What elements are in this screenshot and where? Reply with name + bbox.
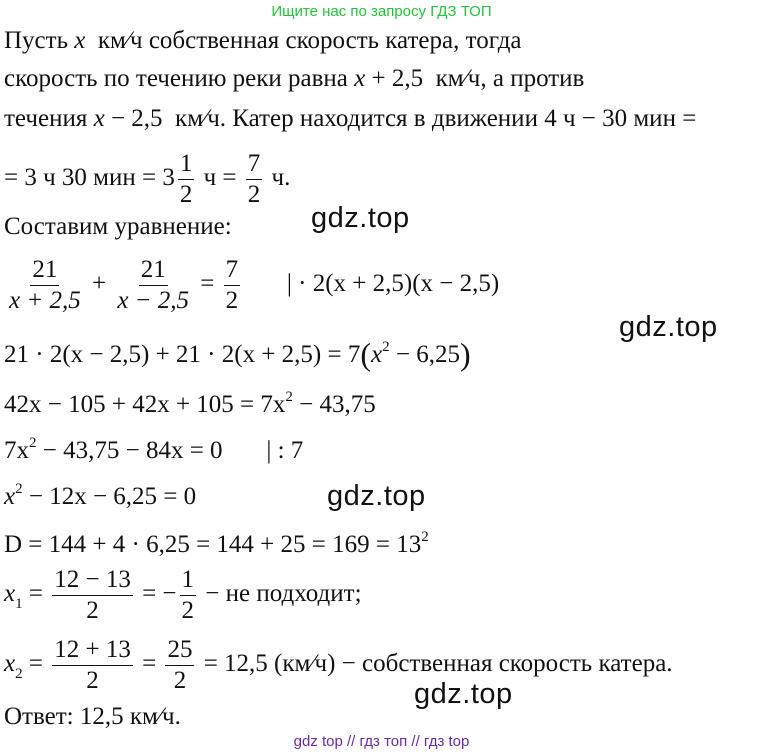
unit: км⁄ч — [129, 703, 175, 730]
text: ч = — [197, 164, 243, 192]
watermark: gdz.top — [327, 480, 426, 512]
text: = − — [135, 580, 177, 608]
text: Пусть — [4, 27, 75, 54]
line-2 — [4, 64, 584, 94]
fraction: $\frac{12 + 13}{2}$ — [54, 636, 131, 694]
line-7: $21 \cdot 2(x - 2,5) + 21 \cdot 2(x + 2,5) = 7(x^2 - 6,25)$ — [4, 336, 471, 372]
text: 42x − 105 + 42x + 105 = 7x — [4, 391, 286, 418]
subscript: 1 — [15, 596, 23, 613]
text: − 12x − 6,25 = 0 — [22, 483, 197, 510]
text: течения — [4, 105, 94, 132]
unit: км⁄ч — [435, 65, 481, 92]
text: − не подходит; — [199, 580, 362, 608]
text: , а против — [480, 65, 585, 92]
var: x — [4, 483, 16, 510]
exponent: 2 — [15, 481, 23, 497]
var: x — [371, 341, 383, 368]
exponent: 2 — [285, 389, 293, 405]
text: + — [85, 270, 113, 298]
text: = — [22, 580, 50, 608]
text: = — [135, 650, 163, 678]
text: . Катер находится в движении 4 ч − 30 мин = — [219, 105, 697, 132]
line-1 — [4, 26, 522, 56]
unit: км⁄ч — [97, 27, 143, 54]
text: − 2,5 — [104, 105, 169, 132]
var: x — [4, 580, 16, 608]
text: + 2,5 — [365, 65, 430, 92]
line-4 — [4, 150, 290, 209]
var: x — [74, 27, 86, 54]
line-8 — [4, 382, 376, 420]
fraction: $\frac{7}{2}$ — [247, 150, 261, 208]
answer: Ответ: 12,5 — [4, 703, 130, 730]
line-x2 — [4, 636, 673, 695]
bottom-banner: gdz top // гдз топ // гдз top — [293, 733, 470, 750]
exponent: 2 — [29, 435, 37, 451]
fraction: $\frac{7}{2}$ — [225, 256, 239, 314]
var: x — [354, 65, 366, 92]
text: = — [22, 650, 50, 678]
text: = 12,5 (км⁄ч) − собственная скорость катера. — [197, 650, 673, 678]
exponent: 2 — [382, 339, 390, 355]
text: − 43,75 − 84x = 0 — [36, 437, 223, 464]
text: ч. — [265, 164, 291, 192]
fraction: $\frac{12 - 13}{2}$ — [54, 566, 131, 624]
text: Составим уравнение: — [4, 213, 232, 240]
text: скорость по течению реки равна — [4, 65, 355, 92]
fraction: $\frac{1}{2}$ — [179, 150, 193, 208]
top-banner: Ищите нас по запросу ГДЗ ТОП — [271, 3, 492, 20]
unit: км⁄ч — [175, 105, 220, 132]
line-6-equation — [4, 256, 499, 315]
text: D = 144 + 4 · 6,25 = 144 + 25 = 169 = 13 — [4, 531, 422, 558]
fraction: $\frac{25}{2}$ — [167, 636, 193, 694]
fraction: $\frac{21}{x - 2,5}$ — [117, 256, 190, 314]
text: − 43,75 — [292, 391, 376, 418]
line-11 — [4, 522, 429, 560]
fraction: $\frac{1}{2}$ — [181, 566, 195, 624]
watermark: gdz.top — [414, 678, 513, 710]
text: 21 · 2(x − 2,5) + 21 · 2(x + 2,5) = 7 — [4, 341, 361, 368]
multiplier: | · 2(x + 2,5)(x − 2,5) — [286, 270, 500, 298]
watermark: gdz.top — [311, 202, 410, 234]
text: | : 7 — [266, 437, 304, 464]
line-answer: Ответ: 12,5 км⁄ч. — [4, 703, 181, 730]
line-9 — [4, 428, 303, 466]
text: = — [194, 270, 221, 298]
line-10 — [4, 474, 196, 512]
var: x — [4, 650, 16, 678]
text: − 6,25 — [389, 341, 460, 368]
exponent: 2 — [421, 529, 429, 545]
line-x1 — [4, 566, 362, 625]
text: = 3 ч 30 мин = 3 — [4, 164, 175, 192]
watermark: gdz.top — [619, 311, 718, 343]
text: собственная скорость катера, тогда — [142, 27, 522, 54]
line-5 — [4, 212, 232, 242]
text: 7x — [4, 437, 29, 464]
fraction: $\frac{21}{x + 2,5}$ — [9, 256, 81, 314]
subscript: 2 — [15, 666, 23, 683]
var: x — [93, 105, 105, 132]
line-3 — [4, 104, 696, 134]
